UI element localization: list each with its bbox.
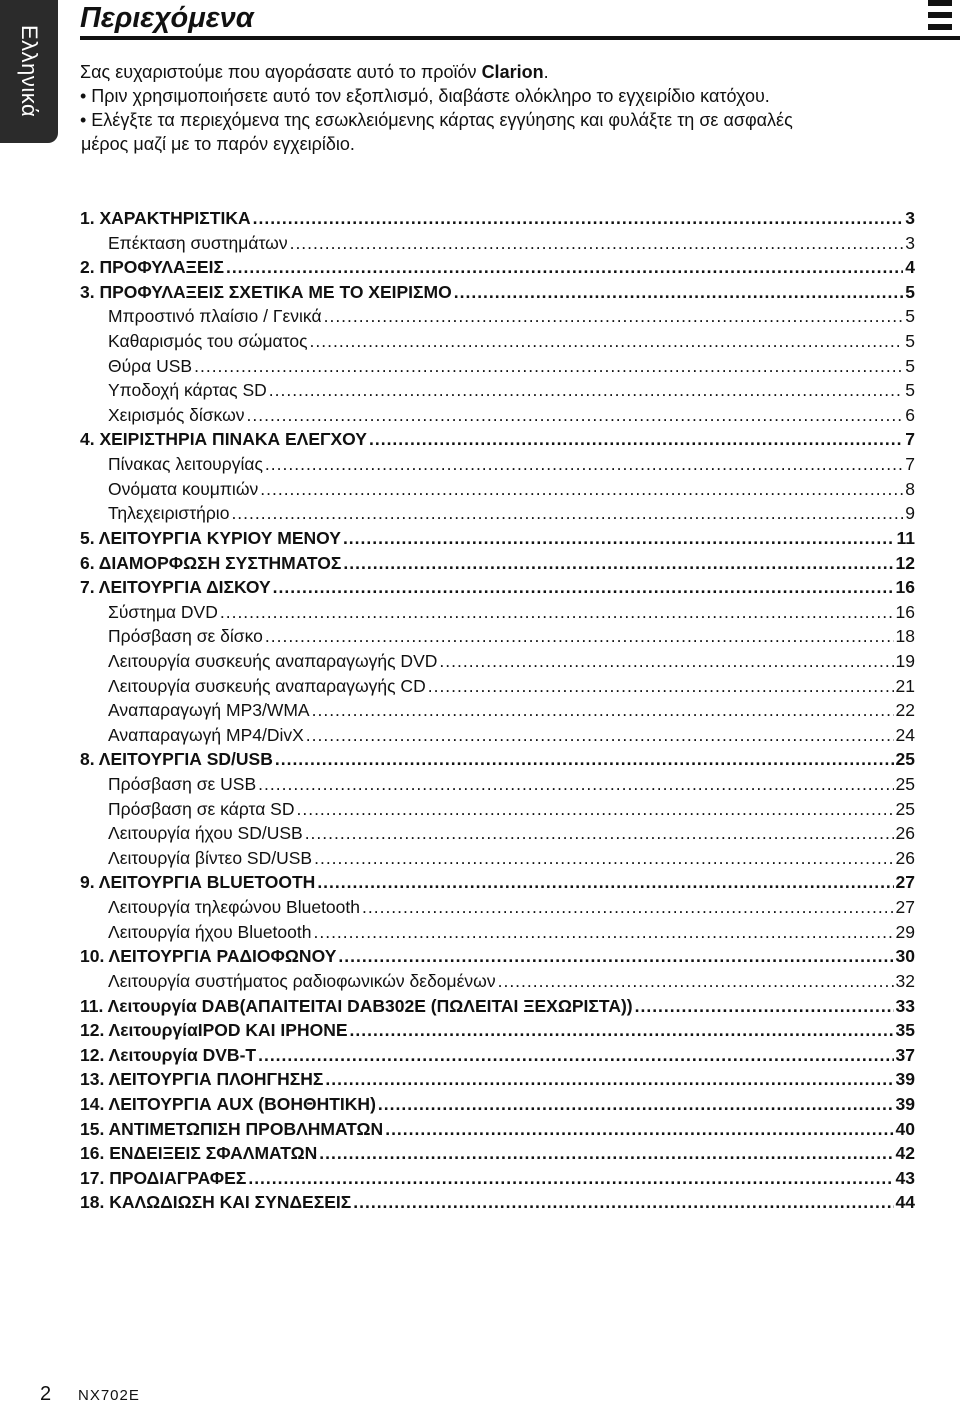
toc-label: Θύρα USB [108,355,193,376]
toc-leader [220,602,894,623]
toc-leader [314,848,893,869]
toc-label: Πρόσβαση σε κάρτα SD [108,798,295,819]
toc-subsection [80,405,915,430]
toc-label: Λειτουργία τηλεφώνου Bluetooth [108,897,360,918]
toc-leader [343,553,893,574]
toc-leader [226,257,903,278]
toc-label: 8. ΛΕΙΤΟΥΡΓΙΑ SD/USB [80,749,273,770]
toc-label: 6. ΔΙΑΜΟΡΦΩΣΗ ΣΥΣΤΗΜΑΤΟΣ [80,552,342,573]
intro-thanks: Σας ευχαριστούμε που αγοράσατε αυτό το προϊόν Clarion. [80,62,549,82]
toc-leader [306,725,894,746]
toc-label: 13. ΛΕΙΤΟΥΡΓΙΑ ΠΛΟΗΓΗΣΗΣ [80,1069,324,1090]
toc-page-number: 6 [905,404,915,425]
toc-label: 10. ΛΕΙΤΟΥΡΓΙΑ ΡΑΔΙΟΦΩΝΟΥ [80,946,337,967]
toc-label: Πίνακας λειτουργίας [108,454,263,475]
toc-subsection [80,897,915,922]
toc-subsection [80,233,915,258]
model-name: NX702E [78,1387,140,1404]
toc-page-number: 5 [905,331,915,352]
toc-leader [275,749,894,770]
toc-leader [310,331,904,352]
toc-page-number: 32 [895,970,915,991]
toc-leader [325,1069,893,1090]
toc-section [80,749,915,774]
toc-leader [319,1143,893,1164]
toc-label: Αναπαραγωγή MP3/WMA [108,700,310,721]
toc-subsection [80,626,915,651]
toc-leader [454,282,904,303]
toc-label: Χειρισμός δίσκων [108,404,245,425]
toc-section [80,872,915,897]
toc-label: 14. ΛΕΙΤΟΥΡΓΙΑ AUX (ΒΟΗΘΗΤΙΚΗ) [80,1093,376,1114]
toc-page-number: 27 [895,872,915,893]
toc-page-number: 7 [905,454,915,475]
toc-label: Αναπαραγωγή MP4/DivX [108,724,304,745]
toc-subsection [80,922,915,947]
toc-page-number: 8 [905,478,915,499]
toc-section [80,257,915,282]
toc-page-number: 25 [895,749,915,770]
toc-leader [247,405,904,426]
toc-section [80,208,915,233]
toc-leader [313,922,893,943]
toc-page-number: 26 [895,823,915,844]
toc-page-number: 27 [895,897,915,918]
toc-leader [260,479,903,500]
toc-leader [498,971,894,992]
toc-subsection [80,774,915,799]
toc-label: Ονόματα κουμπιών [108,478,259,499]
toc-page-number: 11 [896,527,915,548]
toc-label: 5. ΛΕΙΤΟΥΡΓΙΑ ΚΥΡΙΟΥ ΜΕΝΟΥ [80,527,341,548]
toc-page-number: 25 [895,798,915,819]
toc-leader [258,1045,893,1066]
toc-subsection [80,479,915,504]
toc-leader [378,1094,894,1115]
toc-page-number: 18 [895,626,915,647]
toc-label: 17. ΠΡΟΔΙΑΓΡΑΦΕΣ [80,1167,247,1188]
toc-page-number: 33 [895,995,915,1016]
toc-page-number: 26 [895,847,915,868]
toc-leader [231,503,903,524]
toc-section [80,1045,915,1070]
toc-label: 2. ΠΡΟΦΥΛΑΞΕΙΣ [80,257,224,278]
toc-page-number: 37 [895,1044,915,1065]
toc-leader [290,233,904,254]
toc-label: 12. ΛειτουργίαIPOD ΚΑΙ IPHONE [80,1020,348,1041]
toc-page-number: 39 [895,1093,915,1114]
toc-page-number: 35 [895,1020,915,1041]
language-tab [0,0,58,143]
toc-label: 15. ΑΝΤΙΜΕΤΩΠΙΣΗ ΠΡΟΒΛΗΜΑΤΩΝ [80,1118,384,1139]
toc-page-number: 3 [905,232,915,253]
toc-page-number: 5 [905,281,915,302]
toc-label: Επέκταση συστημάτων [108,232,288,253]
toc-label: Λειτουργία συσκευής αναπαραγωγής CD [108,675,426,696]
toc-section [80,429,915,454]
toc-subsection [80,454,915,479]
toc-label: 1. ΧΑΡΑΚΤΗΡΙΣΤΙΚΑ [80,208,251,228]
toc-subsection [80,823,915,848]
toc-page-number: 44 [895,1192,915,1213]
toc-subsection [80,848,915,873]
toc-label: Λειτουργία ήχου Bluetooth [108,921,312,942]
toc-page-number: 22 [895,700,915,721]
toc-label: 7. ΛΕΙΤΟΥΡΓΙΑ ΔΙΣΚΟΥ [80,577,271,598]
toc-page-number: 5 [905,306,915,327]
toc-label: Λειτουργία βίντεο SD/USB [108,847,313,868]
toc-subsection [80,799,915,824]
toc-page-number: 39 [895,1069,915,1090]
toc-leader [439,651,893,672]
toc-leader [253,208,904,229]
title-rule [80,36,960,40]
toc-section [80,282,915,307]
brand-name: Clarion [481,62,544,82]
toc-label: 9. ΛΕΙΤΟΥΡΓΙΑ BLUETOOTH [80,872,316,893]
toc-leader [362,897,894,918]
toc-section [80,1192,915,1217]
toc-label: Τηλεχειριστήριο [108,503,230,524]
toc-label: Πρόσβαση σε δίσκο [108,626,263,647]
toc-section [80,1020,915,1045]
toc-label: 11. Λειτουργία DAB(ΑΠΑΙΤΕΙΤΑΙ DAB302E (ΠΩΛΕΙΤΑΙ ΞΕΧΩΡΙΣΤΑ)) [80,995,633,1016]
toc-section [80,1143,915,1168]
toc-label: 16. ΕΝΔΕΙΞΕΙΣ ΣΦΑΛΜΑΤΩΝ [80,1143,318,1164]
toc-label: Λειτουργία ήχου SD/USB [108,823,303,844]
toc-leader [312,700,894,721]
toc-page-number: 7 [905,429,915,450]
toc-page-number: 3 [905,208,915,228]
toc-page-number: 5 [905,355,915,376]
toc-label: Λειτουργία συσκευής αναπαραγωγής DVD [108,650,438,671]
table-of-contents [80,208,915,1217]
toc-page-number: 29 [895,921,915,942]
toc-leader [273,577,894,598]
toc-page-number: 40 [895,1118,915,1139]
toc-page-number: 43 [895,1167,915,1188]
toc-leader [369,429,903,450]
toc-section [80,1168,915,1193]
toc-leader [269,380,904,401]
toc-page-number: 12 [895,552,915,573]
toc-label: Καθαρισμός του σώματος [108,331,308,352]
toc-subsection [80,651,915,676]
toc-leader [350,1020,894,1041]
page-number: 2 [40,1383,52,1405]
toc-subsection [80,380,915,405]
toc-subsection [80,356,915,381]
intro-bullet: • Ελέγξτε τα περιεχόμενα της εσωκλειόμενης κάρτας εγγύησης και φυλάξτε τη σε ασφαλές [80,110,793,130]
toc-label: Πρόσβαση σε USB [108,774,257,795]
intro-bullet: • Πριν χρησιμοποιήσετε αυτό τον εξοπλισμό, διαβάστε ολόκληρο το εγχειρίδιο κατόχου. [80,86,770,106]
toc-section [80,577,915,602]
toc-page-number: 9 [905,503,915,524]
toc-leader [428,676,894,697]
toc-section [80,996,915,1021]
toc-page-number: 42 [895,1143,915,1164]
toc-subsection [80,700,915,725]
toc-leader [265,454,903,475]
toc-leader [343,528,895,549]
toc-leader [324,306,904,327]
toc-label: Μπροστινό πλαίσιο / Γενικά [108,306,322,327]
language-tab-label: Ελληνικά [17,25,42,118]
toc-section [80,1069,915,1094]
toc-page-number: 4 [905,257,915,278]
toc-section [80,553,915,578]
toc-leader [248,1168,893,1189]
corner-marker [928,0,952,30]
toc-subsection [80,602,915,627]
toc-label: 12. Λειτουργία DVB-T [80,1044,257,1065]
intro-bullet-continuation: μέρος μαζί με το παρόν εγχειρίδιο. [81,134,355,154]
toc-leader [305,823,894,844]
toc-leader [385,1119,893,1140]
toc-label: 18. ΚΑΛΩΔΙΩΣΗ ΚΑΙ ΣΥΝΔΕΣΕΙΣ [80,1192,352,1213]
toc-label: 3. ΠΡΟΦΥΛΑΞΕΙΣ ΣΧΕΤΙΚΑ ΜΕ ΤΟ ΧΕΙΡΙΣΜΟ [80,281,452,302]
toc-subsection [80,725,915,750]
toc-page-number: 16 [895,601,915,622]
toc-subsection [80,503,915,528]
toc-leader [635,996,894,1017]
intro-text [80,60,940,156]
toc-subsection [80,971,915,996]
toc-page-number: 16 [895,577,915,598]
toc-label: Υποδοχή κάρτας SD [108,380,267,401]
toc-section [80,946,915,971]
toc-leader [338,946,893,967]
toc-subsection [80,676,915,701]
toc-leader [265,626,894,647]
page-title: Περιεχόμενα [80,2,254,34]
toc-page-number: 21 [895,675,915,696]
toc-page-number: 5 [905,380,915,401]
toc-page-number: 25 [895,774,915,795]
toc-leader [258,774,893,795]
toc-page-number: 24 [895,724,915,745]
toc-leader [194,356,903,377]
toc-section [80,1094,915,1119]
toc-leader [353,1192,893,1213]
toc-label: 4. ΧΕΙΡΙΣΤΗΡΙΑ ΠΙΝΑΚΑ ΕΛΕΓΧΟΥ [80,429,367,450]
toc-page-number: 30 [895,946,915,967]
toc-section [80,1119,915,1144]
toc-leader [317,872,893,893]
toc-section [80,528,915,553]
toc-subsection [80,331,915,356]
toc-leader [296,799,893,820]
toc-label: Σύστημα DVD [108,601,218,622]
toc-page-number: 19 [895,650,915,671]
toc-label: Λειτουργία συστήματος ραδιοφωνικών δεδομένων [108,970,496,991]
toc-subsection [80,306,915,331]
